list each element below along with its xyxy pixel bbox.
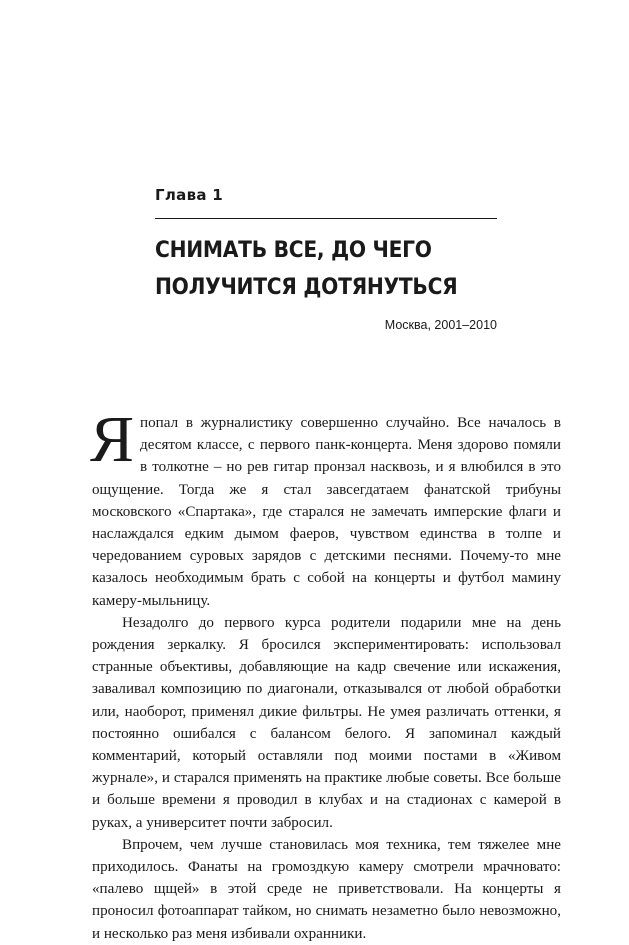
chapter-divider [155, 218, 497, 219]
chapter-body [90, 403, 561, 945]
paragraph-1-text: попал в журналистику совершенно случайно. Все началось в десятом классе, с первого панк-концерта. Меня здорово помяли в толкотне – но рев гитар пронзал насквозь, и я влюбился в это ощущение. Тогда же я стал завсегдатаем фанатской трибуны московского «Спартака», где старался не замечать имперские флаги и наслаждался едким дымом фаеров, чувством единства в толпе и чередованием суровых зарядов с детскими песнями. Почему-то мне казалось необходимым брать с собой на концерты и футбол мамину камеру-мыльницу. [92, 415, 561, 609]
chapter-title [155, 232, 486, 306]
chapter-title-line-2: ПОЛУЧИТСЯ ДОТЯНУТЬСЯ [155, 275, 458, 300]
paragraph-1 [90, 403, 561, 612]
chapter-title-line-1: СНИМАТЬ ВСЕ, ДО ЧЕГО [155, 238, 432, 263]
paragraph-3: Впрочем, чем лучше становилась моя техника, тем тяжелее мне приходилось. Фанаты на громоздкую камеру смотрели мрачновато: «палево щщей» в этой среде не приветствовали. На концерты я проносил фотоаппарат тайком, но снимать незаметно было невозможно, и несколько раз меня избивали охранники. [92, 836, 561, 942]
chapter-label: Глава 1 [155, 186, 224, 204]
paragraph-2: Незадолго до первого курса родители подарили мне на день рождения зеркалку. Я бросился экспериментировать: использовал странные объективы, добавляющие на кадр свечение или искажения, заваливал композицию по диагонали, отказывался от любой обработки или, наоборот, применял дикие фильтры. Не умея различать оттенки, я постоянно ошибался с балансом белого. Я запоминал каждый комментарий, который оставляли под моими постами в «Живом журнале», и старался применять на практике любые советы. Все больше и больше времени я проводил в клубах и на стадионах с камерой в руках, а университет почти забросил. [92, 614, 561, 831]
place-date: Москва, 2001–2010 [384, 318, 497, 332]
drop-cap: Я [90, 403, 135, 476]
